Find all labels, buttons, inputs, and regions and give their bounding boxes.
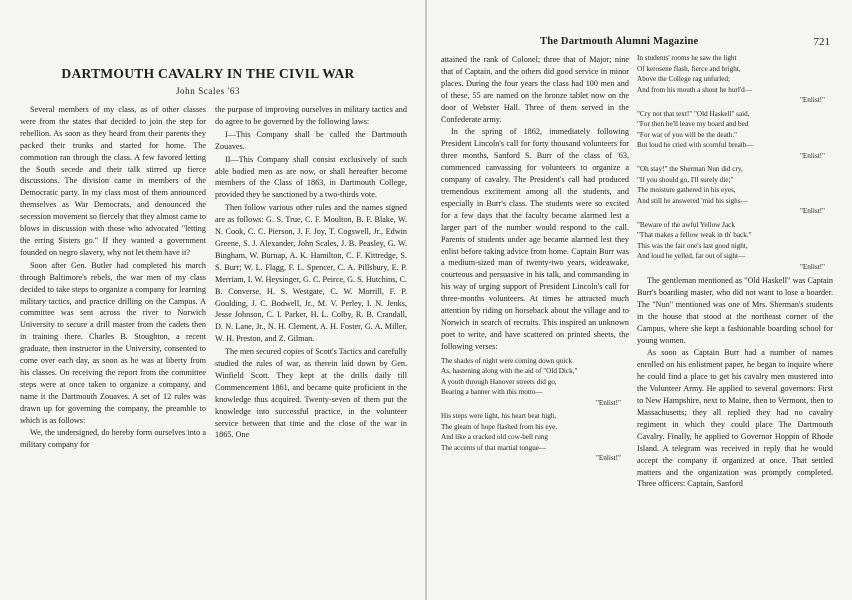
article-byline: John Scales '63 <box>175 86 241 96</box>
verse-line: The shades of night were coming down quick <box>441 356 573 365</box>
paragraph: In the spring of 1862, immediately following President Lincoln's call for forty thousand volunteers for three months, Sanford S. Burr of the class of '63, commenced canvassing for volunteers to organize a company of cavalry. The President's call had produced tremendous excitement among all the students, and especially in Burr's class. The students were so excited for a few days that the faculty became alarmed lest a larger part of the number would respond to the call. Parents of students under age became alarmed lest they enlist before taking advice from home. Captain Burr was a medium-sized man of twenty-two years, wideawake, courteous and persuasive in his talk, and commanding in his way of urging support of President Lincoln's call for three-months volunteers. At times he attracted much attention by riding on horseback about the village and to Norwich in search of recruits. This inspired an unknown poet to write, and have scattered on printed sheets, the following verses: <box>441 127 629 351</box>
verse-line: The gleam of hope flashed from his eye. <box>441 422 558 431</box>
verse-refrain: "Enlist!" <box>799 151 825 160</box>
verse-line: As, hastening along with the aid of "Old Dick," <box>441 367 578 376</box>
verse-refrain: "Enlist!" <box>595 398 621 407</box>
verse-refrain: "Enlist!" <box>595 454 621 463</box>
verse-line: And like a cracked old cow-bell rung <box>441 433 548 442</box>
verse-line: Of kerosene flash, fierce and bright, <box>637 64 741 73</box>
paragraph: The gentleman mentioned as "Old Haskell" was Captain Burr's boarding master, who did not want to lose a boarder. The "Nun" mentioned was one of Mrs. Sherman's students in the house that stood at the northeast corner of the Campus, where she kept a fashionable boarding school for young women. <box>637 276 833 345</box>
page-number: 721 <box>813 36 830 48</box>
verse-6 <box>637 220 833 273</box>
verse-line: "For then he'll leave my board and bed <box>637 120 749 128</box>
column-1 <box>20 104 206 451</box>
verse-1 <box>441 356 629 409</box>
verse-line: But loud he cried with scornful breath— <box>637 141 754 149</box>
paragraph: Soon after Gen. Butler had completed his march through Baltimore's rebels, the war men of my class decided to take steps to organize a company for learning military tactics, and practice drilling on the Campus. A committee was sent across the river to Norwich University to secure a drill master from the cadets then in training there. Charles B. Stoughton, a recent graduate, then instructor in the University, consented to come over each day, as soon as he was at liberty from his classes. On receiving the report from the committee steps were at once taken to organize a company, and name it the Dartmouth Zouaves. A set of 12 rules was drawn up for governing the company, the preamble to which is as follows: <box>20 260 206 425</box>
paragraph: The men secured copies of Scott's Tactics and carefully studied the rules of war, as therein laid down by Gen. Winfield Scott. They kept at the drills daily till Commencement 1861, and became quite proficient in the knowledge thus acquired. Twenty-seven of them put the knowledge into successful practice, in the volunteer service between that time and the close of the war in 1865. One <box>215 347 407 440</box>
right-page <box>427 0 852 600</box>
verse-line: The accents of that martial tongue— <box>441 443 547 452</box>
verse-line: His steps were light, his heart beat high, <box>441 412 557 421</box>
verse-line: The moisture gathered in his eyes, <box>637 186 736 194</box>
verse-line: Bearing a banner with this motto— <box>441 388 543 397</box>
verse-line: This was the fair one's last good night, <box>637 241 748 250</box>
paragraph: We, the undersigned, do hereby form ourselves into a military company for <box>20 428 206 450</box>
verse-4 <box>637 109 833 162</box>
column-3 <box>441 54 629 467</box>
verse-line: Above the College rag unfurled; <box>637 75 731 83</box>
running-head: The Dartmouth Alumni Magazine <box>540 36 699 47</box>
verse-line: "Oh stay!" the Sherman Nun did cry, <box>637 165 743 173</box>
verse-refrain: "Enlist!" <box>799 207 825 215</box>
paragraph: I—This Company shall be called the Dartmouth Zouaves. <box>215 129 407 151</box>
paragraph: As soon as Captain Burr had a number of names enrolled on his enlistment paper, he began to inquire where he could find a place to get his cavalry men mustered into the Volunteer Army. He applied to several governors: First to New Hampshire, next to Maine, then to Vermont, then to Massachusetts; they all replied they had no cavalry regiment in which they could place The Dartmouth Cavalry. Finally, he applied to Governor Hoppin of Rhode Island. A telegram was received in reply that he would accept the company if organized at once. That settled matters and the organization was promptly completed. Three officers: Captain, Sanford <box>637 348 833 489</box>
verse-3 <box>637 53 833 106</box>
paragraph: the purpose of improving ourselves in military tactics and do agree to be governed by the following laws: <box>215 105 407 126</box>
verse-line: "For war of you will be the death." <box>637 130 738 139</box>
left-page <box>0 0 425 600</box>
paragraph: attained the rank of Colonel; three that of Major; nine that of Captain, and the others did good service in minor places. During the four years the class had 100 men and of these, 55 are named on the bronze tablet now on the door of Webster Hall. Three of them served in the Confederate army. <box>441 55 629 124</box>
paragraph: II—This Company shall consist exclusively of such able bodied men as are now, or shall hereafter become members of the Class of 1863, in Dartmouth College, provided they be sanctioned by a two-thirds vote. <box>215 154 407 200</box>
verse-line: "Cry not that text!" "Old Haskell" said, <box>637 109 750 118</box>
verse-5 <box>637 164 833 217</box>
verse-line: "Beware of the awful Yellow Jack <box>637 220 735 229</box>
verse-line: And from his mouth a shout he hurl'd— <box>637 85 752 94</box>
verse-line: And still he answered 'mid his sighs— <box>637 196 748 205</box>
verse-line: A youth through Hanover streets did go, <box>441 377 557 386</box>
column-4 <box>637 50 833 490</box>
column-2 <box>215 104 407 441</box>
article-title: DARTMOUTH CAVALRY IN THE CIVIL WAR <box>61 66 355 81</box>
verse-line: "That makes a fellow weak in th' back." <box>637 231 752 239</box>
verse-refrain: "Enlist!" <box>799 96 825 104</box>
verse-2 <box>441 411 629 464</box>
verse-line: And loud he yelled, far out of sight— <box>637 252 746 260</box>
paragraph: Then follow various other rules and the names signed are as follows: G. S. True, C. F. Moulton, B. F. Blake, W. N. Cook, C. C. Pierson, J. F. Joy, T. Cogswell, Jr., Edwin Greene, S. J. Alexander, John Scales, J. B. Peasley, G. W. Bingham, W. Burnap, A. K. Hamilton, C. F. Kittredge, S. S. Burr; W. L. Flagg, F. L. Spencer, C. A. Pillsbury, E. P. Merriam, I. W. Heysinger, G. C. Peirce, G. S. Hutchins, C. B. Converse, H. S. Westgate, C. W. Morrill, F. P. Goulding, J. C. Bodwell, Jr., M. V. Perley, I. N. Jenks, Jesse Johnson, C. I. Parker, H. L. Colby, R. B. Crandall, D. N. Lane, Jr., N. H. Clement, A. H. Foster, G. A. Miller, W. H. Preston, and Z. Gilman. <box>215 203 407 344</box>
verse-line: In students' rooms he saw the light <box>637 54 737 62</box>
verse-refrain: "Enlist!" <box>799 262 825 271</box>
verse-line: "If you should go, I'll surely die;" <box>637 175 734 184</box>
paragraph: Several members of my class, as of other classes were from the states that decided to join the step for rebellion. As soon as they heard from their parents they packed their trunks and started for home. The commotion ran through the class. A few favored letting the South secede and their talk stirred up fierce discussions. The division came in members of the Democratic party. In my class most of them announced themselves as War Democrats, and denounced the secession movement so fiercely that they almost came to blows in discussion with those who advocated "letting the erring Sisters go." If they wanted a government founded on negro slavery, why not let them have it? <box>20 105 206 257</box>
